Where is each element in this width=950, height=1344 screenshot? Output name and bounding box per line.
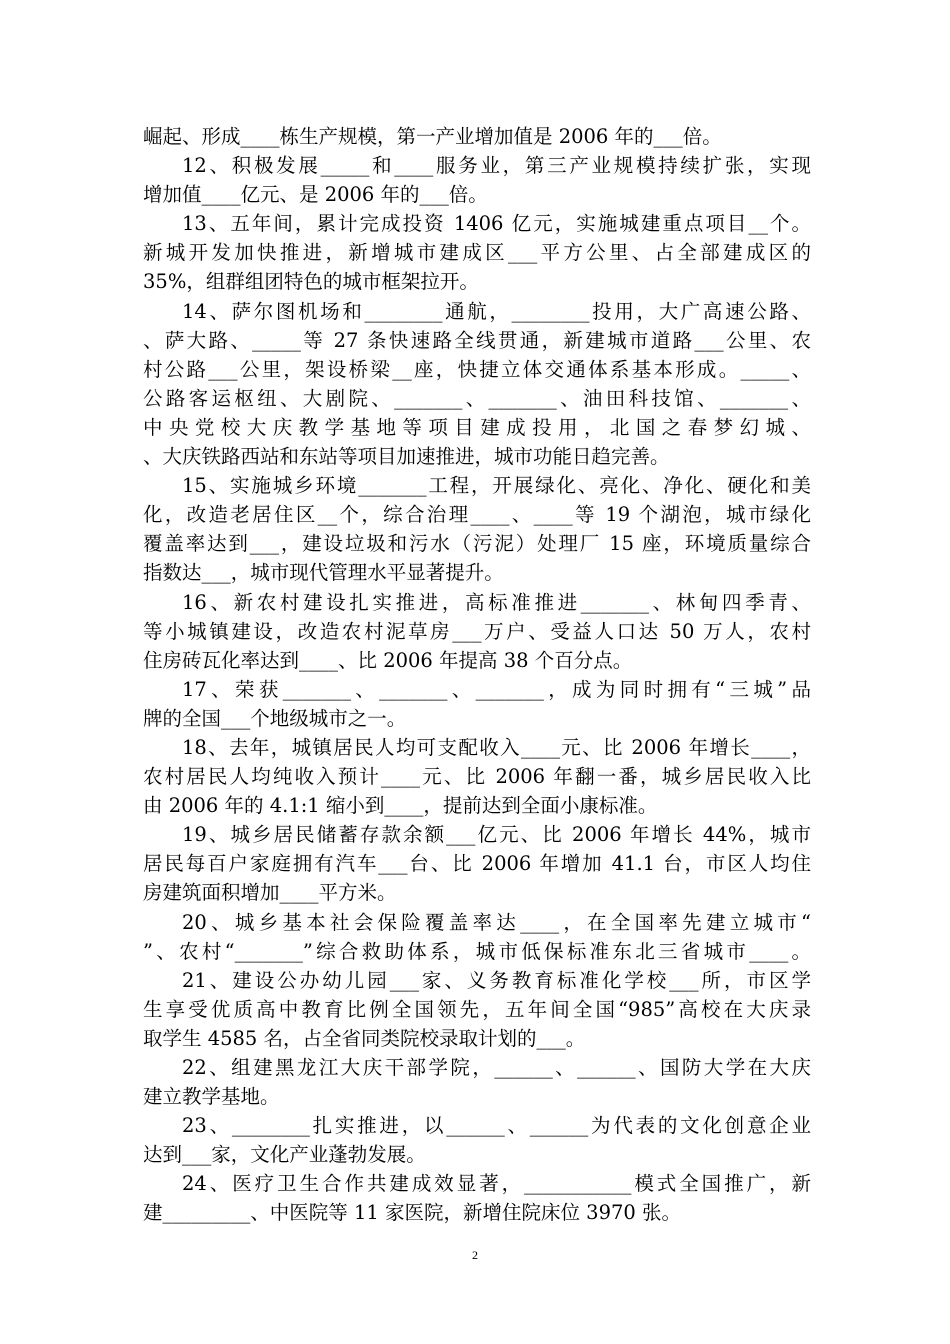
text-line: 、大庆铁路西站和东站等项目加速推进，城市功能日趋完善。: [143, 445, 670, 469]
text-line: 19、城乡居民储蓄存款余额___亿元、比 2006 年增长 44%，城市: [182, 823, 811, 847]
text-line: 公路客运枢纽、大剧院、_______、_______、油田科技馆、_______、: [143, 386, 811, 410]
text-line: 13、五年间，累计完成投资 1406 亿元，实施城建重点项目__个。: [182, 212, 811, 236]
text-line: 18、去年，城镇居民人均可支配收入____元、比 2006 年增长____，: [182, 735, 811, 759]
text-line: 21、建设公办幼儿园___家、义务教育标准化学校___所，市区学: [182, 968, 811, 992]
text-line: 等小城镇建设，改造农村泥草房___万户、受益人口达 50 万人，农村: [143, 619, 811, 643]
text-line: 生享受优质高中教育比例全国领先，五年间全国“985”高校在大庆录: [143, 997, 811, 1021]
text-line: 村公路___公里，架设桥梁__座，快捷立体交通体系基本形成。_____、: [143, 357, 811, 381]
text-line: 居民每百户家庭拥有汽车___台、比 2006 年增加 41.1 台，市区人均住: [143, 852, 811, 876]
text-line: 覆盖率达到___，建设垃圾和污水（污泥）处理厂 15 座，环境质量综合: [143, 532, 811, 556]
text-line: 17、荣获_______、_______、_______，成为同时拥有“三城”品: [182, 677, 811, 701]
text-line: 23、________扎实推进，以______、______为代表的文化创意企业: [182, 1114, 811, 1138]
text-line: 崛起、形成____栋生产规模，第一产业增加值是 2006 年的___倍。: [143, 125, 722, 148]
text-line: 建立教学基地。: [143, 1085, 280, 1109]
document-body: [143, 122, 811, 1228]
text-line: ”、农村“_______”综合救助体系，城市低保标准东北三省城市____。: [143, 939, 811, 963]
text-line: 住房砖瓦化率达到____、比 2006 年提高 38 个百分点。: [143, 648, 633, 672]
text-line: 达到___家，文化产业蓬勃发展。: [143, 1143, 426, 1167]
text-line: 新城开发加快推进，新增城市建成区___平方公里、占全部建成区的: [143, 241, 811, 265]
text-line: 农村居民人均纯收入预计____元、比 2006 年翻一番，城乡居民收入比: [143, 765, 811, 789]
text-line: 指数达___，城市现代管理水平显著提升。: [143, 561, 504, 585]
text-line: 24、医疗卫生合作共建成效显著，___________模式全国推广，新: [182, 1172, 811, 1196]
text-line: 14、萨尔图机场和________通航，________投用，大广高速公路、: [182, 299, 811, 323]
text-line: 取学生 4585 名，占全省同类院校录取计划的___。: [143, 1026, 586, 1050]
text-line: 增加值____亿元、是 2006 年的___倍。: [143, 183, 488, 207]
text-line: 35%，组群组团特色的城市框架拉开。: [143, 270, 479, 294]
text-line: 15、实施城乡环境_______工程，开展绿化、亮化、净化、硬化和美: [182, 474, 811, 498]
text-line: 化，改造老居住区__个，综合治理____、____等 19 个湖泡，城市绿化: [143, 503, 811, 527]
text-line: 房建筑面积增加____平方米。: [143, 881, 397, 905]
text-line: 中 央 党 校 大 庆 教 学 基 地 等 项 目 建 成 投 用 ， 北 国 之 春 梦 幻 城 、: [143, 415, 811, 439]
text-line: 20、城乡基本社会保险覆盖率达____，在全国率先建立城市“: [182, 910, 811, 934]
text-line: 12、积极发展_____和____服务业，第三产业规模持续扩张，实现: [182, 154, 811, 178]
text-line: 、萨大路、_____等 27 条快速路全线贯通，新建城市道路___公里、农: [143, 328, 811, 352]
text-line: 由 2006 年的 4.1:1 缩小到____，提前达到全面小康标准。: [143, 794, 658, 818]
text-line: 22、组建黑龙江大庆干部学院，______、______、国防大学在大庆: [182, 1056, 811, 1079]
page-number: 2: [472, 1248, 478, 1262]
text-line: 牌的全国___个地级城市之一。: [143, 706, 407, 730]
text-line: 16、新农村建设扎实推进，高标准推进_______、林甸四季青、: [182, 590, 811, 614]
text-line: 建_________、中医院等 11 家医院，新增住院床位 3970 张。: [143, 1201, 681, 1225]
